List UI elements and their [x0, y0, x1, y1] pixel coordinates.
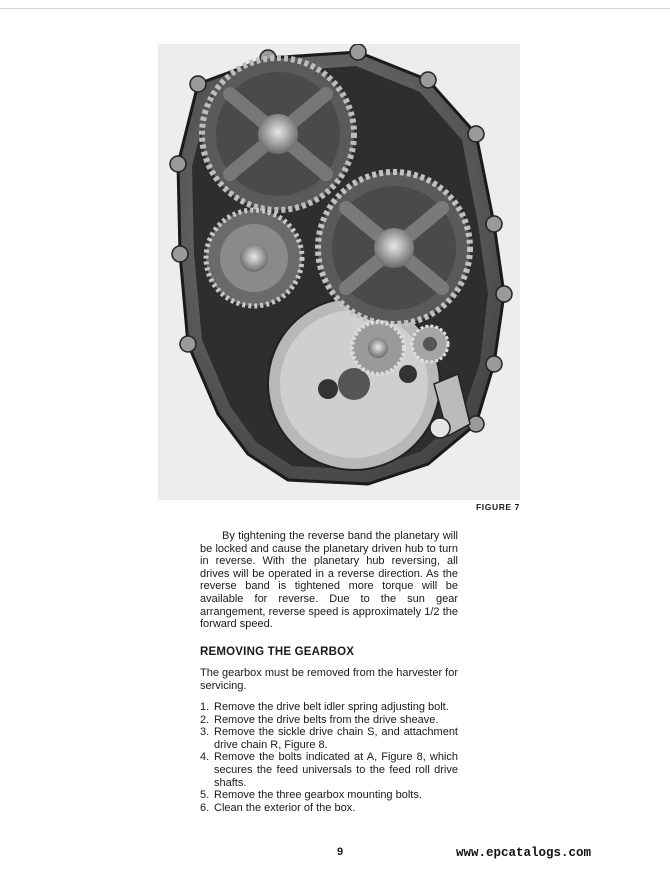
- page-number: 9: [336, 846, 344, 858]
- step-number: 2.: [200, 713, 210, 726]
- list-item: [200, 789, 458, 802]
- step-text: Remove the drive belt idler spring adjusting bolt.: [214, 701, 449, 713]
- step-text: Remove the sickle drive chain S, and attachment drive chain R, Figure 8.: [214, 726, 458, 751]
- step-number: 6.: [200, 801, 210, 814]
- step-text: Remove the three gearbox mounting bolts.: [214, 789, 422, 802]
- step-number: 3.: [200, 726, 210, 739]
- gearbox-photo: [158, 44, 520, 500]
- list-item: [200, 726, 458, 751]
- intro-paragraph: By tightening the reverse band the planetary will be locked and cause the planetary driven hub to turn in reverse. With the planetary hub reversing, all drives will be operated in a reverse direction. As the reverse band is tightened more torque will be available for reverse. Due to the sun gear arrangement, reverse speed is approximately 1/2 the forward speed.: [200, 530, 458, 631]
- watermark-text: www.epcatalogs.com: [456, 846, 592, 860]
- removal-steps-list: [200, 701, 458, 814]
- list-item: [200, 802, 458, 815]
- step-number: 1.: [200, 701, 210, 713]
- figure-label: FIGURE 7: [475, 502, 520, 512]
- list-item: [200, 701, 458, 714]
- step-number: 5.: [200, 789, 210, 802]
- list-item: [200, 751, 458, 789]
- step-text: Remove the bolts indicated at A, Figure 8, which secures the feed universals to the feed roll drive shafts.: [214, 751, 458, 789]
- step-text: Clean the exterior of the box.: [214, 801, 356, 814]
- gearbox-illustration: [158, 44, 520, 500]
- section-intro: The gearbox must be removed from the harvester for servicing.: [200, 667, 459, 692]
- section-heading: REMOVING THE GEARBOX: [200, 646, 355, 658]
- step-text: Remove the drive belts from the drive sheave.: [214, 713, 439, 726]
- page-top-rule: [0, 8, 670, 9]
- list-item: [200, 714, 458, 727]
- step-number: 4.: [200, 751, 210, 764]
